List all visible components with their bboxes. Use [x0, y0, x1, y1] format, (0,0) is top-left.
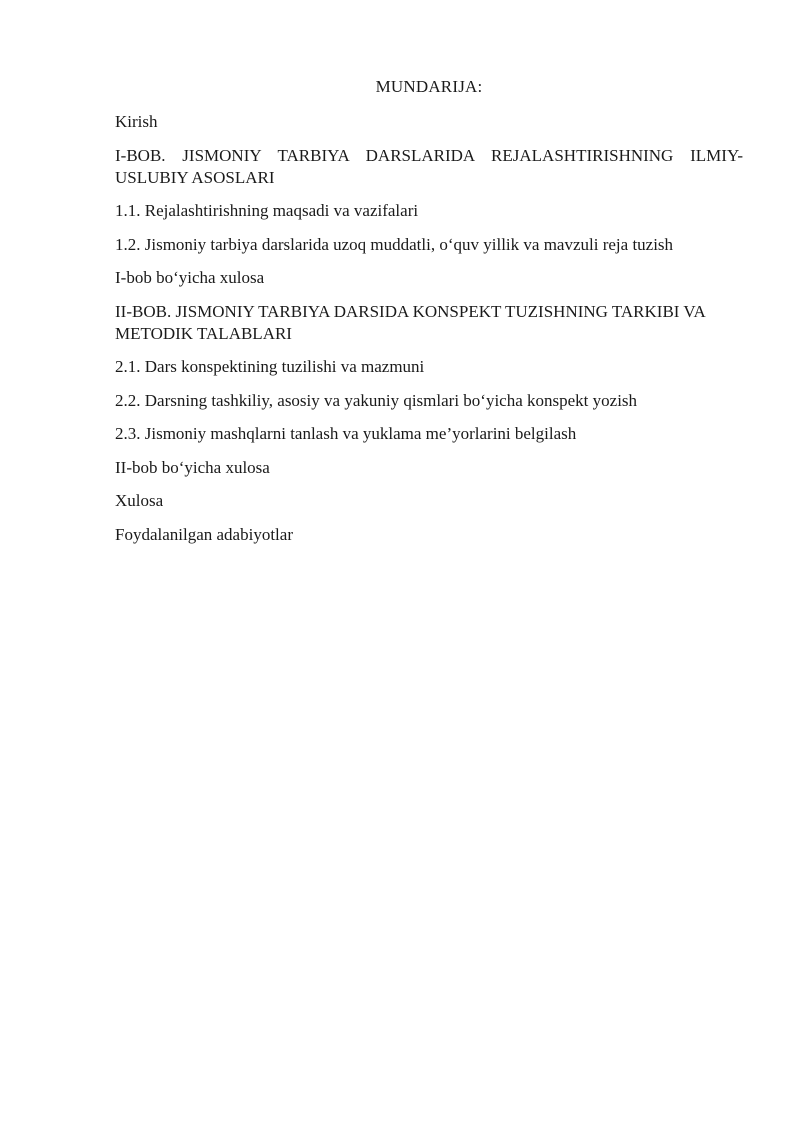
toc-entry-references: Foydalanilgan adabiyotlar [115, 524, 293, 544]
toc-list [115, 111, 743, 557]
toc-entry-section-2-3: 2.3. Jismoniy mashqlarni tanlash va yuklama me’yorlarini belgilash [115, 424, 577, 443]
toc-entry-section-2-2: 2.2. Darsning tashkiliy, asosiy va yakuniy qismlari bo‘yicha konspekt yozish [115, 390, 638, 410]
toc-entry-section-2-1: 2.1. Dars konspektining tuzilishi va mazmuni [115, 357, 425, 376]
toc-entry-conclusion: Xulosa [115, 491, 164, 510]
toc-entry-section-1-1: 1.1. Rejalashtirishning maqsadi va vazifalari [115, 201, 419, 220]
toc-entry-introduction: Kirish [115, 112, 158, 131]
document-page [115, 0, 743, 1131]
toc-entry-chapter-2-summary: II-bob bo‘yicha xulosa [115, 457, 270, 477]
toc-title: MUNDARIJA: [375, 77, 483, 96]
toc-entry-section-1-2: 1.2. Jismoniy tarbiya darslarida uzoq muddatli, o‘quv yillik va mavzuli reja tuzish [115, 234, 674, 254]
toc-entry-chapter-2: II-BOB. JISMONIY TARBIYA DARSIDA KONSPEKT TUZISHNING TARKIBI VA METODIK TALABLARI [115, 301, 705, 343]
toc-entry-chapter-1-summary: I-bob bo‘yicha xulosa [115, 268, 265, 287]
toc-entry-chapter-1: I-BOB. JISMONIY TARBIYA DARSLARIDA REJALASHTIRISHNING ILMIY-USLUBIY ASOSLARI [115, 145, 743, 187]
